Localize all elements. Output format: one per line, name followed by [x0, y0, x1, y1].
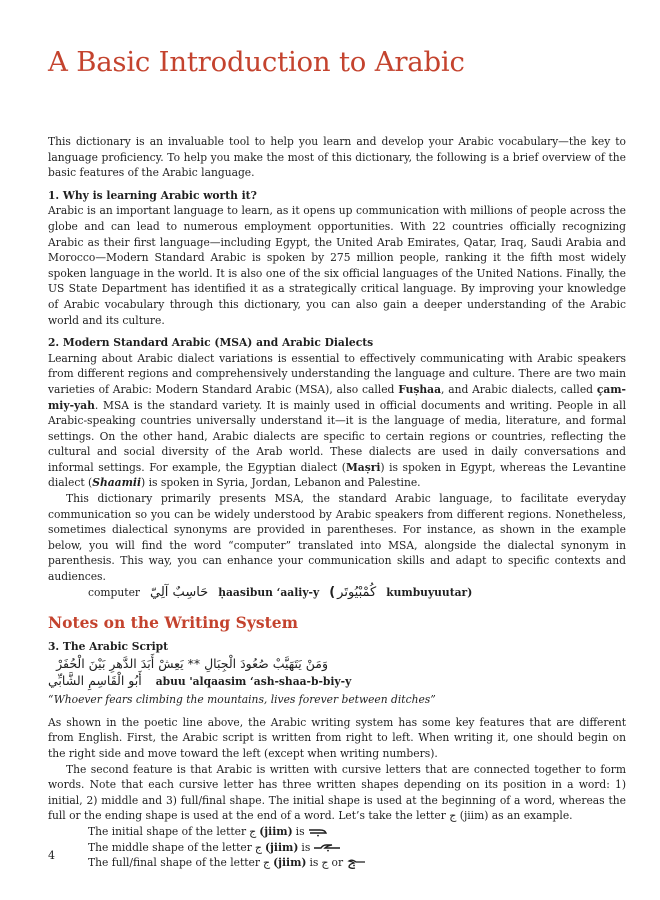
example-translit-dialect: kumbuyuutar): [386, 585, 473, 599]
section-1-heading: 1. Why is learning Arabic worth it?: [48, 188, 257, 202]
poet-name-arabic: أَبُو الْقَاسِمِ الشَّابِّي: [48, 673, 142, 689]
jiim-full-glyph: ج: [321, 856, 329, 870]
section-3-paragraph-2: The second feature is that Arabic is written with cursive letters that are connected together to form words. Note that each cursive letter has three written shapes depending on its position in a word: 1) initial, 2) middle and 3) full/final shape. The initial shape is used at the beginning of a word, whereas the full or the ending shape is used at the end of a word. Let’s take the letter ج (jiim) as an example.: [48, 762, 626, 823]
section-2-paragraph-2: This dictionary primarily presents MSA, the standard Arabic language, to facilitate everyday communication so you can be widely understood by Arabic speakers from different regions. Nonetheless, sometimes dialectical synonyms are provided in parentheses. For instance, as shown in the example below, you will find the word “computer” translated into MSA, alongside the dialectal synonym in parenthesis. This way, you can enhance your communication skills and adapt to specific contexts and audiences.: [48, 492, 626, 584]
example-arabic-dialect: كُمْبْيُوتَر: [337, 584, 377, 600]
example-paren-open: (: [329, 584, 336, 600]
shape-middle: The middle shape of the letter ج (jiim) is: [48, 840, 626, 856]
computer-example: [48, 585, 626, 607]
section-3-heading: 3. The Arabic Script: [48, 639, 169, 653]
section-3-paragraph-1: As shown in the poetic line above, the Arabic writing system has some key features that are different from English. First, the Arabic script is written from right to left. When writing it, one should begin on the right side and move toward the left (except when writing numbers).: [48, 715, 626, 760]
section-2-paragraph-1: Learning about Arabic dialect variations is essential to effectively communicating with Arabic speakers from different regions and comprehensively understanding the language and culture. There are two main varieties of Arabic: Modern Standard Arabic (MSA), also called Fuṣhaa, and Arabic dialects, called ҫam-miy-yah. MSA is the standard variety. It is mainly used in official documents and writing. People in all Arabic-speaking countries universally understand it—it is the language of media, literature, and formal settings. On the other hand, Arabic dialects are specific to certain regions or countries, reflecting the cultural and social diversity of the Arab world. These dialects are used in daily conversations and informal settings. For example, the Egyptian dialect (Maṣri) is spoken in Egypt, whereas the Levantine dialect (Shaamii) is spoken in Syria, Jordan, Lebanon and Palestine.: [48, 351, 626, 490]
shape-initial: The initial shape of the letter ج (jiim) is: [48, 824, 626, 840]
intro-paragraph: This dictionary is an invaluable tool to help you learn and develop your Arabic vocabulary—the key to language proficiency. To help you make the most of this dictionary, the following is a brief overview of the basic features of the Arabic language.: [48, 135, 626, 180]
term-cammiyyah: ҫam-miy-yah: [48, 382, 626, 412]
page-title: A Basic Introduction to Arabic: [48, 46, 465, 78]
section-2-heading: 2. Modern Standard Arabic (MSA) and Arabic Dialects: [48, 336, 374, 350]
term-fushaa: Fuṣhaa: [398, 382, 441, 396]
term-shaamii: Shaamii: [92, 476, 142, 490]
jiim-initial-glyph-icon: [308, 827, 328, 837]
notes-heading: Notes on the Writing System: [48, 612, 299, 632]
poem-line: وَمَنْ يَتَهَيَّبْ صُعُودَ الْجِبَالِ ** يَعِشْ أَبَدَ الدَّهرِ بَيْنَ الْحُفَرْ: [56, 656, 328, 672]
jiim-final-glyph-icon: [346, 857, 366, 869]
page-number: 4: [48, 849, 55, 862]
example-arabic-msa: حَاسِبٌ آلِيّ: [150, 584, 209, 600]
shape-final: The full/final shape of the letter ج (jiim) is ج or: [48, 855, 626, 871]
example-english: computer: [88, 585, 141, 599]
poet-name-translit: abuu 'alqaasim ‘ash-shaa-b-biy-y: [155, 675, 352, 689]
letter-jiim: ج: [449, 809, 457, 823]
term-masri: Maṣri: [345, 460, 381, 474]
jiim-middle-glyph-icon: [313, 842, 341, 852]
page-content: [48, 134, 626, 871]
example-translit-msa: ḥaasibun ‘aaliy-y: [218, 585, 320, 599]
section-1-body: Arabic is an important language to learn, as it opens up communication with millions of people across the globe and can lead to numerous employment opportunities. With 22 countries officially recognizing Arabic as their first language—including Egypt, the United Arab Emirates, Qatar, Iraq, Saudi Arabia and Morocco—Modern Standard Arabic is spoken by 275 million people, ranking it the fifth most widely spoken language in the world. It is also one of the six official languages of the United Nations. Finally, the US State Department has identified it as a strategically critical language. By improving your knowledge of Arabic vocabulary through this dictionary, you can also gain a deeper understanding of the Arabic world and its culture.: [48, 204, 626, 327]
poem-attribution: [48, 673, 626, 692]
poem-translation: “Whoever fears climbing the mountains, lives forever between ditches”: [48, 693, 436, 707]
